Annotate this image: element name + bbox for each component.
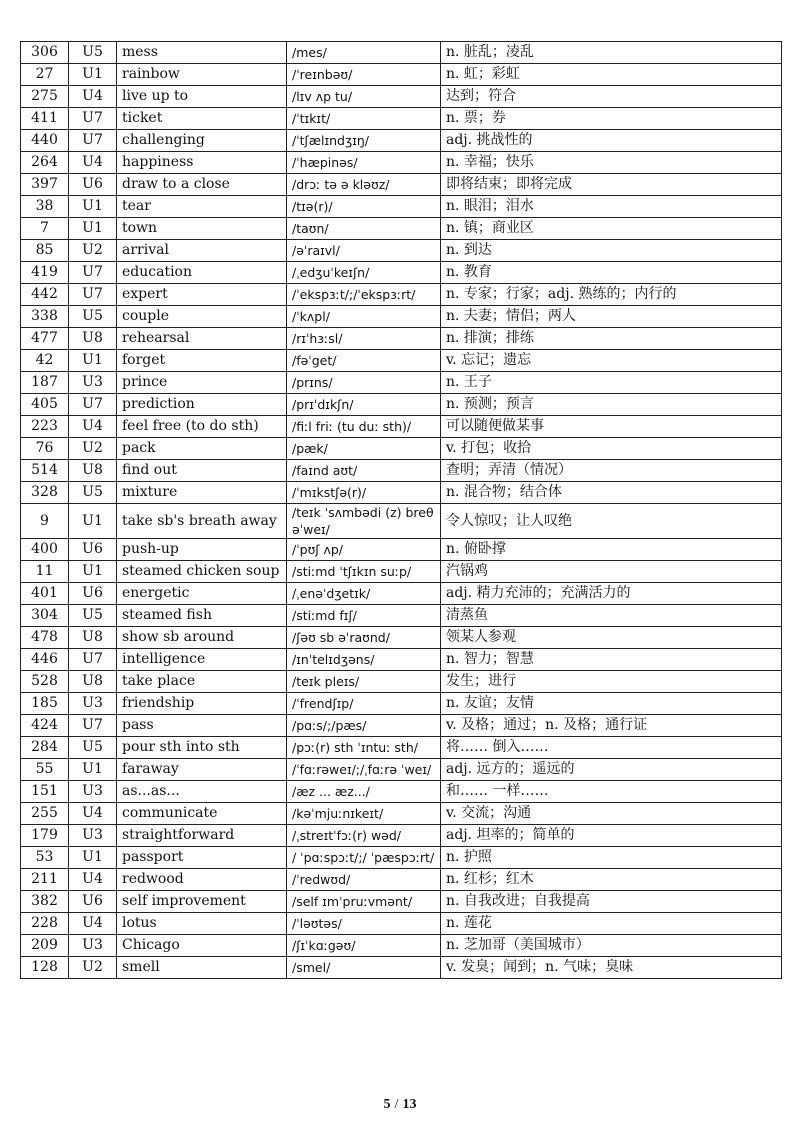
page-total: 13 — [402, 1097, 417, 1112]
chinese-meaning: n. 眼泪；泪水 — [441, 196, 782, 218]
unit-label: U4 — [69, 86, 117, 108]
unit-label: U7 — [69, 108, 117, 130]
phonetic-transcription: /taʊn/ — [287, 218, 441, 240]
phonetic-transcription: /rɪˈhɜːsl/ — [287, 328, 441, 350]
entry-number: 304 — [21, 605, 69, 627]
english-term: energetic — [117, 583, 287, 605]
phonetic-transcription: /əˈraɪvl/ — [287, 240, 441, 262]
phonetic-transcription: / ˈpɑːspɔːt/;/ ˈpæspɔːrt/ — [287, 847, 441, 869]
table-row — [21, 869, 782, 891]
phonetic-transcription: /ˌenəˈdʒetɪk/ — [287, 583, 441, 605]
table-row — [21, 284, 782, 306]
chinese-meaning: n. 夫妻；情侣；两人 — [441, 306, 782, 328]
entry-number: 306 — [21, 42, 69, 64]
entry-number: 53 — [21, 847, 69, 869]
entry-number: 76 — [21, 438, 69, 460]
unit-label: U6 — [69, 891, 117, 913]
unit-label: U8 — [69, 460, 117, 482]
unit-label: U8 — [69, 627, 117, 649]
phonetic-transcription: /ˈekspɜːt/;/ˈekspɜːrt/ — [287, 284, 441, 306]
english-term: prediction — [117, 394, 287, 416]
english-term: passport — [117, 847, 287, 869]
phonetic-transcription: /self ɪmˈpruːvmənt/ — [287, 891, 441, 913]
chinese-meaning: 可以随便做某事 — [441, 416, 782, 438]
unit-label: U5 — [69, 605, 117, 627]
english-term: find out — [117, 460, 287, 482]
english-term: Chicago — [117, 935, 287, 957]
english-term: arrival — [117, 240, 287, 262]
chinese-meaning: n. 王子 — [441, 372, 782, 394]
english-term: pour sth into sth — [117, 737, 287, 759]
phonetic-transcription: /teɪk pleɪs/ — [287, 671, 441, 693]
chinese-meaning: 达到；符合 — [441, 86, 782, 108]
table-row — [21, 539, 782, 561]
english-term: show sb around — [117, 627, 287, 649]
chinese-meaning: n. 到达 — [441, 240, 782, 262]
chinese-meaning: v. 忘记；遗忘 — [441, 350, 782, 372]
table-row — [21, 438, 782, 460]
table-row — [21, 693, 782, 715]
unit-label: U1 — [69, 504, 117, 539]
entry-number: 397 — [21, 174, 69, 196]
phonetic-transcription: /stiːmd fɪʃ/ — [287, 605, 441, 627]
entry-number: 264 — [21, 152, 69, 174]
phonetic-transcription: /tɪə(r)/ — [287, 196, 441, 218]
chinese-meaning: 查明；弄清（情况） — [441, 460, 782, 482]
chinese-meaning: n. 排演；排练 — [441, 328, 782, 350]
vocabulary-table-body — [21, 42, 782, 979]
chinese-meaning: n. 混合物；结合体 — [441, 482, 782, 504]
unit-label: U3 — [69, 825, 117, 847]
entry-number: 440 — [21, 130, 69, 152]
entry-number: 55 — [21, 759, 69, 781]
entry-number: 401 — [21, 583, 69, 605]
chinese-meaning: 领某人参观 — [441, 627, 782, 649]
unit-label: U2 — [69, 438, 117, 460]
unit-label: U6 — [69, 583, 117, 605]
phonetic-transcription: /smel/ — [287, 957, 441, 979]
english-term: lotus — [117, 913, 287, 935]
phonetic-transcription: /prɪns/ — [287, 372, 441, 394]
phonetic-transcription: /ˌedʒuˈkeɪʃn/ — [287, 262, 441, 284]
table-row — [21, 64, 782, 86]
unit-label: U5 — [69, 306, 117, 328]
english-term: education — [117, 262, 287, 284]
phonetic-transcription: /pɑːs/;/pæs/ — [287, 715, 441, 737]
unit-label: U7 — [69, 649, 117, 671]
unit-label: U5 — [69, 42, 117, 64]
table-row — [21, 482, 782, 504]
unit-label: U1 — [69, 847, 117, 869]
table-row — [21, 605, 782, 627]
phonetic-transcription: /prɪˈdɪkʃn/ — [287, 394, 441, 416]
english-term: prince — [117, 372, 287, 394]
table-row — [21, 394, 782, 416]
chinese-meaning: v. 交流；沟通 — [441, 803, 782, 825]
vocabulary-table — [20, 41, 782, 979]
table-row — [21, 262, 782, 284]
entry-number: 27 — [21, 64, 69, 86]
unit-label: U5 — [69, 482, 117, 504]
entry-number: 446 — [21, 649, 69, 671]
table-row — [21, 416, 782, 438]
unit-label: U1 — [69, 759, 117, 781]
chinese-meaning: adj. 远方的；遥远的 — [441, 759, 782, 781]
english-term: live up to — [117, 86, 287, 108]
unit-label: U7 — [69, 262, 117, 284]
chinese-meaning: 即将结束；即将完成 — [441, 174, 782, 196]
entry-number: 382 — [21, 891, 69, 913]
table-row — [21, 913, 782, 935]
unit-label: U1 — [69, 350, 117, 372]
unit-label: U5 — [69, 737, 117, 759]
unit-label: U4 — [69, 869, 117, 891]
english-term: feel free (to do sth) — [117, 416, 287, 438]
phonetic-transcription: /faɪnd aʊt/ — [287, 460, 441, 482]
chinese-meaning: n. 红杉；红木 — [441, 869, 782, 891]
entry-number: 228 — [21, 913, 69, 935]
english-term: happiness — [117, 152, 287, 174]
phonetic-transcription: /ˈredwʊd/ — [287, 869, 441, 891]
english-term: rainbow — [117, 64, 287, 86]
phonetic-transcription: /fiːl friː (tu duː sth)/ — [287, 416, 441, 438]
table-row — [21, 240, 782, 262]
english-term: straightforward — [117, 825, 287, 847]
entry-number: 424 — [21, 715, 69, 737]
phonetic-transcription: /ʃəʊ sb əˈraʊnd/ — [287, 627, 441, 649]
chinese-meaning: 将…… 倒入…… — [441, 737, 782, 759]
entry-number: 255 — [21, 803, 69, 825]
phonetic-transcription: /ˌstreɪtˈfɔː(r) wəd/ — [287, 825, 441, 847]
phonetic-transcription: /fəˈget/ — [287, 350, 441, 372]
chinese-meaning: n. 幸福；快乐 — [441, 152, 782, 174]
table-row — [21, 306, 782, 328]
phonetic-transcription: /mes/ — [287, 42, 441, 64]
english-term: communicate — [117, 803, 287, 825]
english-term: redwood — [117, 869, 287, 891]
page-footer — [0, 1097, 800, 1113]
chinese-meaning: 汽锅鸡 — [441, 561, 782, 583]
chinese-meaning: n. 教育 — [441, 262, 782, 284]
table-row — [21, 561, 782, 583]
phonetic-transcription: /ʃɪˈkɑːgəʊ/ — [287, 935, 441, 957]
phonetic-transcription: /pæk/ — [287, 438, 441, 460]
entry-number: 528 — [21, 671, 69, 693]
english-term: mess — [117, 42, 287, 64]
entry-number: 442 — [21, 284, 69, 306]
chinese-meaning: n. 芝加哥（美国城市） — [441, 935, 782, 957]
entry-number: 411 — [21, 108, 69, 130]
unit-label: U7 — [69, 715, 117, 737]
entry-number: 275 — [21, 86, 69, 108]
entry-number: 419 — [21, 262, 69, 284]
phonetic-transcription: /drɔː tə ə kləʊz/ — [287, 174, 441, 196]
entry-number: 284 — [21, 737, 69, 759]
table-row — [21, 42, 782, 64]
table-row — [21, 196, 782, 218]
table-row — [21, 130, 782, 152]
unit-label: U3 — [69, 935, 117, 957]
entry-number: 187 — [21, 372, 69, 394]
table-row — [21, 504, 782, 539]
phonetic-transcription: /ˈpʊʃ ʌp/ — [287, 539, 441, 561]
english-term: mixture — [117, 482, 287, 504]
chinese-meaning: v. 及格；通过；n. 及格；通行证 — [441, 715, 782, 737]
entry-number: 223 — [21, 416, 69, 438]
unit-label: U6 — [69, 174, 117, 196]
table-row — [21, 86, 782, 108]
unit-label: U8 — [69, 328, 117, 350]
entry-number: 9 — [21, 504, 69, 539]
english-term: expert — [117, 284, 287, 306]
english-term: friendship — [117, 693, 287, 715]
chinese-meaning: adj. 挑战性的 — [441, 130, 782, 152]
english-term: take place — [117, 671, 287, 693]
chinese-meaning: 和…… 一样…… — [441, 781, 782, 803]
chinese-meaning: v. 打包；收拾 — [441, 438, 782, 460]
table-row — [21, 737, 782, 759]
table-row — [21, 781, 782, 803]
entry-number: 338 — [21, 306, 69, 328]
chinese-meaning: n. 票；券 — [441, 108, 782, 130]
english-term: steamed fish — [117, 605, 287, 627]
phonetic-transcription: /teɪk ˈsʌmbədi (z) breθ əˈweɪ/ — [287, 504, 441, 539]
unit-label: U8 — [69, 671, 117, 693]
phonetic-transcription: /ˈləʊtəs/ — [287, 913, 441, 935]
table-row — [21, 350, 782, 372]
entry-number: 151 — [21, 781, 69, 803]
chinese-meaning: 发生；进行 — [441, 671, 782, 693]
table-row — [21, 825, 782, 847]
table-row — [21, 627, 782, 649]
unit-label: U2 — [69, 240, 117, 262]
page-number: 5 — [383, 1097, 391, 1112]
entry-number: 405 — [21, 394, 69, 416]
unit-label: U7 — [69, 284, 117, 306]
entry-number: 478 — [21, 627, 69, 649]
english-term: faraway — [117, 759, 287, 781]
unit-label: U2 — [69, 957, 117, 979]
phonetic-transcription: /ˈkʌpl/ — [287, 306, 441, 328]
chinese-meaning: n. 智力；智慧 — [441, 649, 782, 671]
english-term: take sb's breath away — [117, 504, 287, 539]
phonetic-transcription: /stiːmd ˈtʃɪkɪn suːp/ — [287, 561, 441, 583]
entry-number: 211 — [21, 869, 69, 891]
chinese-meaning: n. 俯卧撑 — [441, 539, 782, 561]
phonetic-transcription: /ˈtʃælɪndʒɪŋ/ — [287, 130, 441, 152]
unit-label: U4 — [69, 416, 117, 438]
phonetic-transcription: /lɪv ʌp tu/ — [287, 86, 441, 108]
unit-label: U1 — [69, 196, 117, 218]
table-row — [21, 671, 782, 693]
page-separator: / — [394, 1097, 399, 1112]
unit-label: U1 — [69, 64, 117, 86]
chinese-meaning: v. 发臭；闻到；n. 气味；臭味 — [441, 957, 782, 979]
unit-label: U1 — [69, 218, 117, 240]
entry-number: 11 — [21, 561, 69, 583]
english-term: push-up — [117, 539, 287, 561]
unit-label: U1 — [69, 561, 117, 583]
table-row — [21, 460, 782, 482]
table-row — [21, 583, 782, 605]
entry-number: 477 — [21, 328, 69, 350]
entry-number: 128 — [21, 957, 69, 979]
english-term: couple — [117, 306, 287, 328]
chinese-meaning: n. 预测；预言 — [441, 394, 782, 416]
unit-label: U3 — [69, 781, 117, 803]
english-term: ticket — [117, 108, 287, 130]
phonetic-transcription: /kəˈmjuːnɪkeɪt/ — [287, 803, 441, 825]
english-term: as...as... — [117, 781, 287, 803]
table-row — [21, 803, 782, 825]
table-row — [21, 328, 782, 350]
entry-number: 209 — [21, 935, 69, 957]
table-row — [21, 218, 782, 240]
unit-label: U4 — [69, 803, 117, 825]
table-row — [21, 649, 782, 671]
phonetic-transcription: /ˈfrendʃɪp/ — [287, 693, 441, 715]
english-term: town — [117, 218, 287, 240]
phonetic-transcription: /ˈfɑːrəweɪ/;/ˌfɑːrə ˈweɪ/ — [287, 759, 441, 781]
english-term: forget — [117, 350, 287, 372]
phonetic-transcription: /ˈhæpinəs/ — [287, 152, 441, 174]
unit-label: U6 — [69, 539, 117, 561]
table-row — [21, 759, 782, 781]
chinese-meaning: n. 自我改进；自我提高 — [441, 891, 782, 913]
chinese-meaning: 令人惊叹；让人叹绝 — [441, 504, 782, 539]
entry-number: 85 — [21, 240, 69, 262]
phonetic-transcription: /ˈtɪkɪt/ — [287, 108, 441, 130]
entry-number: 179 — [21, 825, 69, 847]
table-row — [21, 372, 782, 394]
phonetic-transcription: /ˈmɪkstʃə(r)/ — [287, 482, 441, 504]
unit-label: U7 — [69, 394, 117, 416]
chinese-meaning: n. 护照 — [441, 847, 782, 869]
phonetic-transcription: /ɪnˈtelɪdʒəns/ — [287, 649, 441, 671]
phonetic-transcription: /ˈreɪnbəʊ/ — [287, 64, 441, 86]
entry-number: 185 — [21, 693, 69, 715]
unit-label: U4 — [69, 152, 117, 174]
english-term: pack — [117, 438, 287, 460]
english-term: intelligence — [117, 649, 287, 671]
phonetic-transcription: /æz ... æz.../ — [287, 781, 441, 803]
table-row — [21, 108, 782, 130]
chinese-meaning: adj. 精力充沛的；充满活力的 — [441, 583, 782, 605]
chinese-meaning: n. 镇；商业区 — [441, 218, 782, 240]
unit-label: U3 — [69, 693, 117, 715]
english-term: steamed chicken soup — [117, 561, 287, 583]
english-term: rehearsal — [117, 328, 287, 350]
english-term: self improvement — [117, 891, 287, 913]
chinese-meaning: n. 莲花 — [441, 913, 782, 935]
table-row — [21, 152, 782, 174]
english-term: challenging — [117, 130, 287, 152]
entry-number: 7 — [21, 218, 69, 240]
chinese-meaning: n. 专家；行家；adj. 熟练的；内行的 — [441, 284, 782, 306]
english-term: smell — [117, 957, 287, 979]
table-row — [21, 891, 782, 913]
chinese-meaning: n. 友谊；友情 — [441, 693, 782, 715]
english-term: tear — [117, 196, 287, 218]
english-term: pass — [117, 715, 287, 737]
unit-label: U7 — [69, 130, 117, 152]
entry-number: 38 — [21, 196, 69, 218]
phonetic-transcription: /pɔː(r) sth ˈɪntuː sth/ — [287, 737, 441, 759]
table-row — [21, 715, 782, 737]
entry-number: 400 — [21, 539, 69, 561]
chinese-meaning: adj. 坦率的；简单的 — [441, 825, 782, 847]
entry-number: 328 — [21, 482, 69, 504]
chinese-meaning: n. 脏乱；凌乱 — [441, 42, 782, 64]
unit-label: U3 — [69, 372, 117, 394]
english-term: draw to a close — [117, 174, 287, 196]
table-row — [21, 957, 782, 979]
unit-label: U4 — [69, 913, 117, 935]
chinese-meaning: 清蒸鱼 — [441, 605, 782, 627]
entry-number: 42 — [21, 350, 69, 372]
table-row — [21, 935, 782, 957]
chinese-meaning: n. 虹；彩虹 — [441, 64, 782, 86]
table-row — [21, 174, 782, 196]
entry-number: 514 — [21, 460, 69, 482]
table-row — [21, 847, 782, 869]
